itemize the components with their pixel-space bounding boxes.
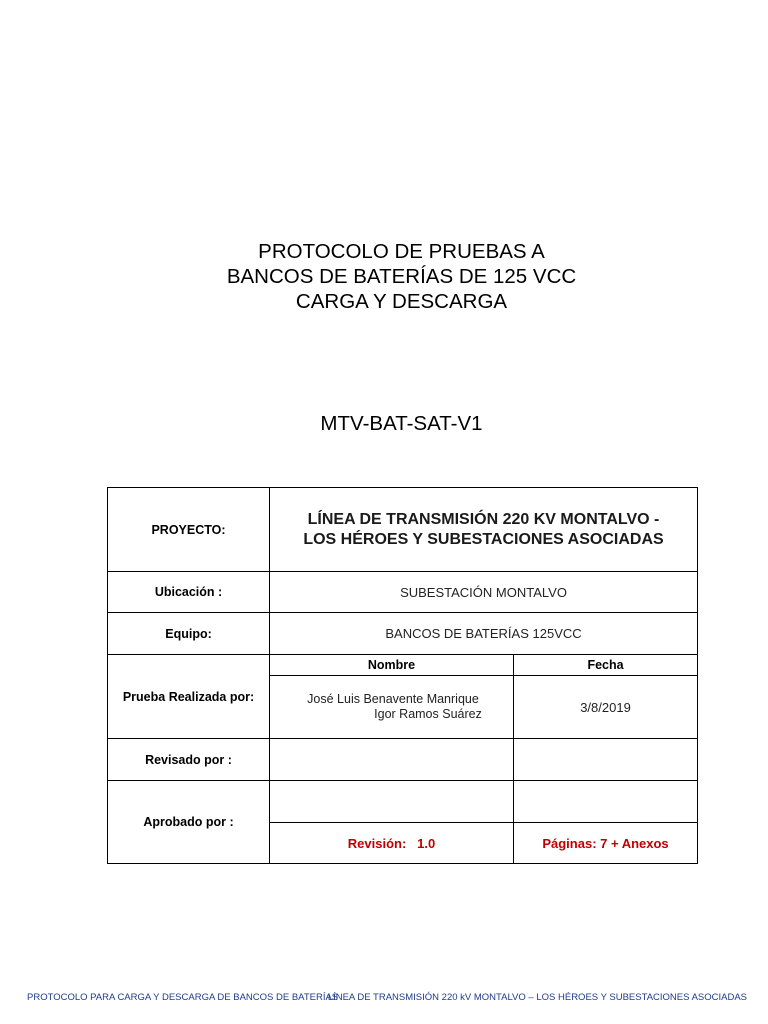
location-value: SUBESTACIÓN MONTALVO: [270, 572, 698, 613]
reviewed-row: [108, 739, 698, 781]
location-label: Ubicación :: [108, 572, 270, 613]
location-row: [108, 572, 698, 613]
performed-header-row: [108, 655, 698, 676]
name-column-header: Nombre: [270, 655, 514, 676]
revision-value: Revisión: 1.0: [270, 823, 514, 864]
project-info-table: [107, 487, 698, 864]
title-line-3: CARGA Y DESCARGA: [295, 290, 508, 313]
performed-name-2: Igor Ramos Suárez: [374, 707, 482, 721]
footer-left-text: PROTOCOLO PARA CARGA Y DESCARGA DE BANCOS DE BATERÍAS: [27, 992, 339, 1003]
equipment-value: BANCOS DE BATERÍAS 125VCC: [270, 613, 698, 655]
document-title: [0, 239, 768, 314]
reviewed-date-cell: [514, 739, 698, 781]
page-footer: [0, 992, 768, 1006]
pages-value: Páginas: 7 + Anexos: [514, 823, 698, 864]
reviewed-name-cell: [270, 739, 514, 781]
performed-names: [270, 676, 514, 739]
project-name-line-1: LÍNEA DE TRANSMISIÓN 220 KV MONTALVO -: [307, 510, 660, 528]
performed-label: Prueba Realizada por:: [108, 655, 270, 739]
approved-row: [108, 781, 698, 823]
project-row: [108, 488, 698, 572]
approved-date-cell: [514, 781, 698, 823]
project-name-line-2: LOS HÉROES Y SUBESTACIONES ASOCIADAS: [303, 530, 664, 548]
performed-name-1: José Luis Benavente Manrique: [307, 692, 479, 706]
equipment-label: Equipo:: [108, 613, 270, 655]
approved-label: Aprobado por :: [108, 781, 270, 864]
title-line-1: PROTOCOLO DE PRUEBAS A: [258, 240, 545, 263]
reviewed-label: Revisado por :: [108, 739, 270, 781]
approved-name-cell: [270, 781, 514, 823]
equipment-row: [108, 613, 698, 655]
title-line-2: BANCOS DE BATERÍAS DE 125 VCC: [226, 265, 577, 288]
project-name: [270, 488, 698, 572]
footer-right-text: LÍNEA DE TRANSMISIÓN 220 kV MONTALVO – LOS HÉROES Y SUBESTACIONES ASOCIADAS: [327, 992, 747, 1003]
performed-date: 3/8/2019: [514, 676, 698, 739]
project-label: PROYECTO:: [108, 488, 270, 572]
document-code: MTV-BAT-SAT-V1: [320, 412, 483, 435]
date-column-header: Fecha: [514, 655, 698, 676]
